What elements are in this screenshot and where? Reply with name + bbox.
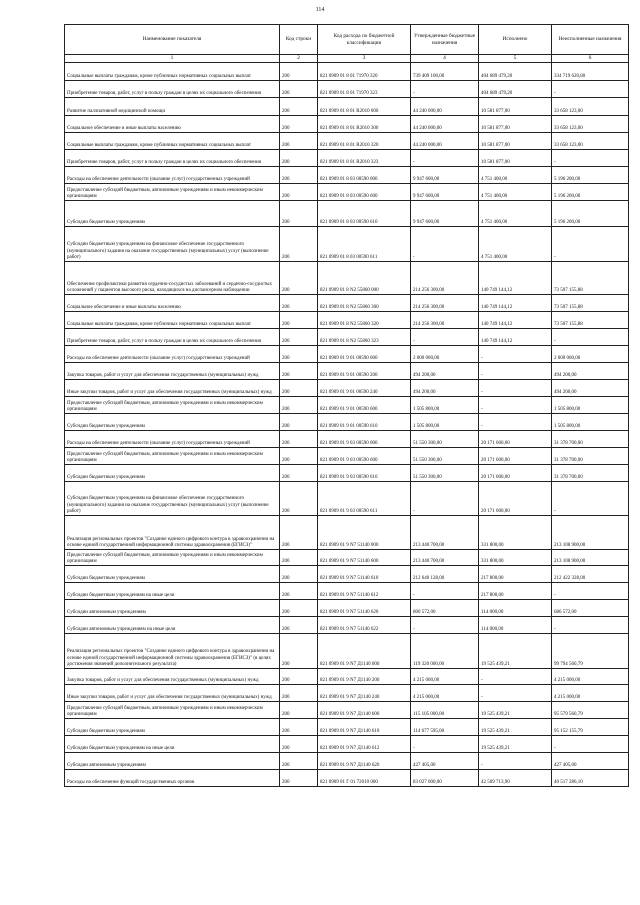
table-row	[65, 414, 629, 431]
row-executed: 4 751 400,00	[479, 227, 552, 262]
row-unexecuted: -	[552, 150, 629, 167]
table-row	[65, 201, 629, 227]
row-budget-code: 821 0909 01 9 N7 51140 600	[318, 550, 411, 566]
row-name: Субсидии бюджетным учреждениям на финансовое обеспечение государственного (муниципального) задания на оказание государственных (муниципальных) услуг (выполнение работ)	[65, 482, 280, 516]
row-budget-code: 821 0909 01 9 N7 51140 612	[318, 583, 411, 600]
row-name: Субсидии автономным учреждениям на иные цели	[65, 617, 280, 634]
row-executed: 114 000,00	[479, 600, 552, 617]
expenditure-table	[64, 24, 629, 787]
row-unexecuted: -	[552, 482, 629, 516]
table-row	[65, 312, 629, 329]
row-budget-code: 821 0909 01 9 03 00590 611	[318, 482, 411, 516]
table-row	[65, 363, 629, 380]
table-row	[65, 617, 629, 634]
table-row	[65, 719, 629, 736]
row-line-code: 200	[280, 516, 318, 550]
row-executed: 140 749 144,12	[479, 329, 552, 346]
row-budget-code: 821 0909 01 8 01 R2010 320	[318, 133, 411, 150]
row-name: Закупка товаров, работ и услуг для обеспечения государственных (муниципальных) нужд	[65, 363, 280, 380]
row-executed: -	[479, 414, 552, 431]
row-line-code: 200	[280, 329, 318, 346]
row-unexecuted: 686 572,00	[552, 600, 629, 617]
row-name: Реализация региональных проектов "Создание единого цифрового контура в здравоохранении на основе единой государственной информационной системы здравоохранения (ЕГИСЗ)" (в целях достижения значений дополнительного результата)	[65, 634, 280, 669]
row-approved: 51 550 300,00	[411, 465, 479, 482]
header-approved: Утвержденные бюджетные назначения	[411, 25, 479, 55]
row-executed: 19 525 439,21	[479, 702, 552, 719]
row-executed: -	[479, 363, 552, 380]
row-budget-code: 821 0909 01 9 N7 Д1140 610	[318, 719, 411, 736]
row-executed: 404 689 479,20	[479, 81, 552, 98]
row-executed: 140 749 144,12	[479, 295, 552, 312]
row-name: Расходы на обеспечение функций государственных органов	[65, 770, 280, 787]
row-approved: 427 405,00	[411, 753, 479, 770]
row-approved: 213 440 700,00	[411, 550, 479, 566]
row-executed: 331 800,00	[479, 516, 552, 550]
header-unexecuted: Неисполненные назначения	[552, 25, 629, 55]
table-row	[65, 295, 629, 312]
row-approved: 2 000 000,00	[411, 346, 479, 363]
row-name: Субсидии бюджетным учреждениям	[65, 719, 280, 736]
column-number: 6	[552, 55, 629, 63]
table-row	[65, 448, 629, 465]
row-name: Субсидии бюджетным учреждениям	[65, 566, 280, 583]
row-approved: 51 550 300,00	[411, 448, 479, 465]
row-name: Субсидии бюджетным учреждениям	[65, 414, 280, 431]
row-unexecuted: -	[552, 583, 629, 600]
row-executed: 404 689 479,20	[479, 63, 552, 81]
row-line-code: 200	[280, 617, 318, 634]
row-line-code: 200	[280, 753, 318, 770]
row-name: Приобретение товаров, работ, услуг в пользу граждан в целях их социального обеспечения	[65, 81, 280, 98]
table-row	[65, 346, 629, 363]
row-name: Предоставление субсидий бюджетным, автономным учреждениям и иным некоммерческим организациям	[65, 550, 280, 566]
row-approved: 494 200,00	[411, 363, 479, 380]
column-number-row	[65, 55, 629, 63]
row-unexecuted: 31 378 700,00	[552, 465, 629, 482]
row-unexecuted: 95 152 155,79	[552, 719, 629, 736]
table-row	[65, 150, 629, 167]
row-line-code: 200	[280, 167, 318, 184]
row-executed: 4 751 400,00	[479, 167, 552, 184]
row-executed: 114 000,00	[479, 617, 552, 634]
row-approved: 800 572,00	[411, 600, 479, 617]
row-line-code: 200	[280, 133, 318, 150]
column-number: 5	[479, 55, 552, 63]
row-line-code: 200	[280, 201, 318, 227]
row-budget-code: 821 0909 01 9 01 00590 000	[318, 346, 411, 363]
row-name: Закупка товаров, работ и услуг для обеспечения государственных (муниципальных) нужд	[65, 669, 280, 685]
row-line-code: 200	[280, 583, 318, 600]
row-line-code: 200	[280, 262, 318, 295]
row-executed: -	[479, 397, 552, 414]
row-name: Предоставление субсидий бюджетным, автономным учреждениям и иным некоммерческим организациям	[65, 702, 280, 719]
row-budget-code: 821 0909 01 9 N7 51140 000	[318, 516, 411, 550]
row-line-code: 200	[280, 380, 318, 397]
row-budget-code: 821 0909 01 9 01 00590 240	[318, 380, 411, 397]
table-row	[65, 184, 629, 201]
header-code: Код расхода по бюджетной классификации	[318, 25, 411, 55]
row-line-code: 200	[280, 736, 318, 753]
row-executed: 331 800,00	[479, 550, 552, 566]
table-body	[65, 63, 629, 787]
table-row	[65, 465, 629, 482]
row-approved: 51 550 300,00	[411, 431, 479, 448]
table-row	[65, 702, 629, 719]
row-unexecuted: 1 505 800,00	[552, 414, 629, 431]
row-budget-code: 821 0909 01 Г 01 72010 000	[318, 770, 411, 787]
column-number: 1	[65, 55, 280, 63]
table-row	[65, 227, 629, 262]
row-unexecuted: -	[552, 81, 629, 98]
row-name: Субсидии бюджетным учреждениям	[65, 465, 280, 482]
row-unexecuted: 213 108 900,00	[552, 550, 629, 566]
row-line-code: 200	[280, 81, 318, 98]
table-row	[65, 566, 629, 583]
row-unexecuted: 494 200,00	[552, 380, 629, 397]
row-executed: 10 581 877,00	[479, 116, 552, 133]
row-line-code: 200	[280, 669, 318, 685]
row-line-code: 200	[280, 448, 318, 465]
row-approved: 1 505 800,00	[411, 397, 479, 414]
row-approved: -	[411, 583, 479, 600]
row-budget-code: 821 0909 01 9 N7 51140 610	[318, 566, 411, 583]
row-unexecuted: -	[552, 617, 629, 634]
table-row	[65, 397, 629, 414]
row-approved: 1 505 800,00	[411, 414, 479, 431]
row-unexecuted: 73 507 155,88	[552, 312, 629, 329]
row-approved: 4 215 000,00	[411, 669, 479, 685]
row-executed: 42 509 713,90	[479, 770, 552, 787]
table-row	[65, 736, 629, 753]
row-line-code: 200	[280, 116, 318, 133]
row-unexecuted: 33 658 123,00	[552, 98, 629, 116]
table-row	[65, 685, 629, 702]
row-line-code: 200	[280, 295, 318, 312]
row-executed: 4 751 400,00	[479, 201, 552, 227]
row-budget-code: 821 0909 01 8 03 00590 600	[318, 184, 411, 201]
row-budget-code: 821 0909 01 9 N7 Д1140 620	[318, 753, 411, 770]
row-name: Социальное обеспечение и иные выплаты населению	[65, 295, 280, 312]
row-name: Иные закупки товаров, работ и услуг для обеспечения государственных (муниципальных) нужд	[65, 685, 280, 702]
row-executed: 20 171 600,00	[479, 448, 552, 465]
row-executed: 20 171 600,00	[479, 431, 552, 448]
table-row	[65, 550, 629, 566]
row-unexecuted: 99 794 560,79	[552, 634, 629, 669]
row-budget-code: 821 0909 01 9 N7 Д1140 000	[318, 634, 411, 669]
row-name: Предоставление субсидий бюджетным, автономным учреждениям и иным некоммерческим организациям	[65, 397, 280, 414]
row-budget-code: 821 0909 01 8 03 00590 611	[318, 227, 411, 262]
row-approved: -	[411, 329, 479, 346]
row-name: Развитие паллиативной медицинской помощи	[65, 98, 280, 116]
table-row	[65, 81, 629, 98]
table-row	[65, 770, 629, 787]
row-name: Приобретение товаров, работ, услуг в пользу граждан в целях их социального обеспечения	[65, 329, 280, 346]
row-executed: 20 171 600,00	[479, 482, 552, 516]
row-executed: -	[479, 346, 552, 363]
table-header-row	[65, 25, 629, 55]
row-name: Расходы на обеспечение деятельности (оказание услуг) государственных учреждений	[65, 167, 280, 184]
table-row	[65, 753, 629, 770]
row-approved: -	[411, 227, 479, 262]
column-number: 4	[411, 55, 479, 63]
row-approved: -	[411, 150, 479, 167]
row-executed: 19 525 439,21	[479, 634, 552, 669]
row-approved: 214 256 300,00	[411, 262, 479, 295]
row-name: Субсидии автономным учреждениям	[65, 600, 280, 617]
row-name: Социальные выплаты гражданам, кроме публичных нормативных социальных выплат	[65, 312, 280, 329]
row-line-code: 200	[280, 227, 318, 262]
row-executed: -	[479, 669, 552, 685]
row-approved: 44 240 000,00	[411, 98, 479, 116]
row-executed: 217 800,00	[479, 566, 552, 583]
table-row	[65, 634, 629, 669]
row-budget-code: 821 0909 01 9 01 00590 200	[318, 363, 411, 380]
row-unexecuted: 73 507 155,88	[552, 295, 629, 312]
row-name: Социальное обеспечение и иные выплаты населению	[65, 116, 280, 133]
row-line-code: 200	[280, 702, 318, 719]
table-row	[65, 516, 629, 550]
row-line-code: 200	[280, 397, 318, 414]
row-unexecuted: -	[552, 227, 629, 262]
row-approved: 114 677 595,00	[411, 719, 479, 736]
row-name: Обеспечение профилактики развития сердечно-сосудистых заболеваний и сердечно-сосудистых осложнений у пациентов высокого риска, находящихся на диспансерном наблюдении	[65, 262, 280, 295]
row-unexecuted: 334 719 620,80	[552, 63, 629, 81]
row-executed: -	[479, 753, 552, 770]
table-row	[65, 262, 629, 295]
row-name: Предоставление субсидий бюджетным, автономным учреждениям и иным некоммерческим организациям	[65, 184, 280, 201]
row-budget-code: 821 0909 01 8 01 71970 323	[318, 81, 411, 98]
header-name: Наименование показателя	[65, 25, 280, 55]
row-approved: 214 256 300,00	[411, 295, 479, 312]
row-budget-code: 821 0909 01 9 03 00590 610	[318, 465, 411, 482]
table-row	[65, 583, 629, 600]
row-line-code: 200	[280, 719, 318, 736]
row-budget-code: 821 0909 01 9 N7 51140 622	[318, 617, 411, 634]
row-line-code: 200	[280, 63, 318, 81]
table-row	[65, 63, 629, 81]
row-line-code: 200	[280, 184, 318, 201]
row-unexecuted: -	[552, 329, 629, 346]
row-approved: 213 440 700,00	[411, 516, 479, 550]
table-row	[65, 380, 629, 397]
row-line-code: 200	[280, 482, 318, 516]
row-approved: 9 947 600,00	[411, 167, 479, 184]
row-unexecuted: 4 215 000,00	[552, 685, 629, 702]
row-unexecuted: 31 378 700,00	[552, 448, 629, 465]
row-unexecuted: 427 405,00	[552, 753, 629, 770]
table-row	[65, 116, 629, 133]
row-budget-code: 821 0909 01 9 N7 Д1140 240	[318, 685, 411, 702]
row-line-code: 200	[280, 312, 318, 329]
row-name: Субсидии бюджетным учреждениям на финансовое обеспечение государственного (муниципального) задания на оказание государственных (муниципальных) услуг (выполнение работ)	[65, 227, 280, 262]
row-unexecuted: 494 200,00	[552, 363, 629, 380]
row-unexecuted: 5 196 200,00	[552, 184, 629, 201]
row-executed: 19 525 439,21	[479, 719, 552, 736]
row-executed: 140 749 144,12	[479, 312, 552, 329]
table-row	[65, 669, 629, 685]
row-approved: 214 256 300,00	[411, 312, 479, 329]
row-unexecuted: 33 658 123,00	[552, 116, 629, 133]
row-unexecuted: 95 579 560,79	[552, 702, 629, 719]
row-budget-code: 821 0909 01 9 N7 51140 620	[318, 600, 411, 617]
row-approved: -	[411, 736, 479, 753]
row-unexecuted: 2 000 000,00	[552, 346, 629, 363]
row-approved: -	[411, 81, 479, 98]
row-unexecuted: 5 196 200,00	[552, 167, 629, 184]
row-line-code: 200	[280, 685, 318, 702]
row-executed: -	[479, 380, 552, 397]
row-approved: 44 240 000,00	[411, 133, 479, 150]
row-name: Субсидии автономным учреждениям	[65, 753, 280, 770]
row-budget-code: 821 0909 01 9 N7 Д1140 600	[318, 702, 411, 719]
row-name: Реализация региональных проектов "Создание единого цифрового контура в здравоохранении на основе единой государственной информационной системы здравоохранения (ЕГИСЗ)"	[65, 516, 280, 550]
row-budget-code: 821 0909 01 9 01 00590 610	[318, 414, 411, 431]
row-name: Субсидии бюджетным учреждениям	[65, 201, 280, 227]
row-line-code: 200	[280, 634, 318, 669]
column-number: 3	[318, 55, 411, 63]
row-unexecuted: 73 507 155,88	[552, 262, 629, 295]
table-row	[65, 600, 629, 617]
row-budget-code: 821 0909 01 9 N7 Д1140 200	[318, 669, 411, 685]
row-budget-code: 821 0909 01 8 N2 55860 000	[318, 262, 411, 295]
row-unexecuted: 40 517 286,10	[552, 770, 629, 787]
row-approved: 739 409 100,00	[411, 63, 479, 81]
row-approved: 212 640 128,00	[411, 566, 479, 583]
row-budget-code: 821 0909 01 8 01 R2010 300	[318, 116, 411, 133]
row-budget-code: 821 0909 01 8 03 00590 000	[318, 167, 411, 184]
row-unexecuted: 212 422 328,00	[552, 566, 629, 583]
row-approved: 83 027 000,00	[411, 770, 479, 787]
row-unexecuted: 31 378 700,00	[552, 431, 629, 448]
table-row	[65, 133, 629, 150]
row-unexecuted: 4 215 000,00	[552, 669, 629, 685]
row-budget-code: 821 0909 01 8 N2 55860 300	[318, 295, 411, 312]
row-line-code: 200	[280, 550, 318, 566]
row-budget-code: 821 0909 01 8 01 71970 320	[318, 63, 411, 81]
table-row	[65, 98, 629, 116]
row-budget-code: 821 0909 01 8 N2 55860 320	[318, 312, 411, 329]
header-line: Код строки	[280, 25, 318, 55]
row-executed: 19 525 439,21	[479, 736, 552, 753]
table-row	[65, 329, 629, 346]
row-line-code: 200	[280, 346, 318, 363]
column-number: 2	[280, 55, 318, 63]
table-row	[65, 431, 629, 448]
row-line-code: 200	[280, 150, 318, 167]
row-budget-code: 821 0909 01 9 03 00590 000	[318, 431, 411, 448]
row-line-code: 200	[280, 465, 318, 482]
row-unexecuted: 33 658 123,00	[552, 133, 629, 150]
row-name: Расходы на обеспечение деятельности (оказание услуг) государственных учреждений	[65, 431, 280, 448]
row-unexecuted: 5 196 200,00	[552, 201, 629, 227]
row-line-code: 200	[280, 414, 318, 431]
row-approved: 44 240 000,00	[411, 116, 479, 133]
row-executed: 10 581 877,00	[479, 150, 552, 167]
row-name: Предоставление субсидий бюджетным, автономным учреждениям и иным некоммерческим организациям	[65, 448, 280, 465]
row-line-code: 200	[280, 566, 318, 583]
row-name: Социальные выплаты гражданам, кроме публичных нормативных социальных выплат	[65, 133, 280, 150]
row-executed: 20 171 600,00	[479, 465, 552, 482]
row-budget-code: 821 0909 01 9 03 00590 600	[318, 448, 411, 465]
row-executed: 10 581 877,00	[479, 133, 552, 150]
row-approved: 119 320 000,00	[411, 634, 479, 669]
row-budget-code: 821 0909 01 8 01 R2010 000	[318, 98, 411, 116]
row-budget-code: 821 0909 01 8 03 00590 610	[318, 201, 411, 227]
row-budget-code: 821 0909 01 9 N7 Д1140 612	[318, 736, 411, 753]
row-line-code: 200	[280, 363, 318, 380]
row-unexecuted: 213 108 900,00	[552, 516, 629, 550]
row-unexecuted: -	[552, 736, 629, 753]
row-budget-code: 821 0909 01 8 01 R2010 323	[318, 150, 411, 167]
row-approved: 9 947 600,00	[411, 184, 479, 201]
row-executed: 217 800,00	[479, 583, 552, 600]
row-line-code: 200	[280, 431, 318, 448]
row-executed: 10 581 877,00	[479, 98, 552, 116]
row-executed: 4 751 400,00	[479, 184, 552, 201]
row-name: Субсидии бюджетным учреждениям на иные цели	[65, 583, 280, 600]
row-budget-code: 821 0909 01 8 N2 55860 323	[318, 329, 411, 346]
table-row	[65, 167, 629, 184]
row-name: Иные закупки товаров, работ и услуг для обеспечения государственных (муниципальных) нужд	[65, 380, 280, 397]
row-approved: 494 200,00	[411, 380, 479, 397]
row-executed: 140 749 144,12	[479, 262, 552, 295]
row-approved: 9 947 600,00	[411, 201, 479, 227]
row-approved: 115 105 000,00	[411, 702, 479, 719]
row-name: Приобретение товаров, работ, услуг в пользу граждан в целях их социального обеспечения	[65, 150, 280, 167]
page-number: 114	[315, 7, 325, 13]
row-executed: -	[479, 685, 552, 702]
row-line-code: 200	[280, 98, 318, 116]
row-approved: -	[411, 617, 479, 634]
row-approved: 4 215 000,00	[411, 685, 479, 702]
row-line-code: 200	[280, 600, 318, 617]
table-row	[65, 482, 629, 516]
row-budget-code: 821 0909 01 9 01 00590 600	[318, 397, 411, 414]
row-name: Субсидии бюджетным учреждениям на иные цели	[65, 736, 280, 753]
row-name: Социальные выплаты гражданам, кроме публичных нормативных социальных выплат	[65, 63, 280, 81]
row-unexecuted: 1 505 800,00	[552, 397, 629, 414]
row-approved: -	[411, 482, 479, 516]
row-name: Расходы на обеспечение деятельности (оказание услуг) государственных учреждений	[65, 346, 280, 363]
row-line-code: 200	[280, 770, 318, 787]
header-executed: Исполнено	[479, 25, 552, 55]
